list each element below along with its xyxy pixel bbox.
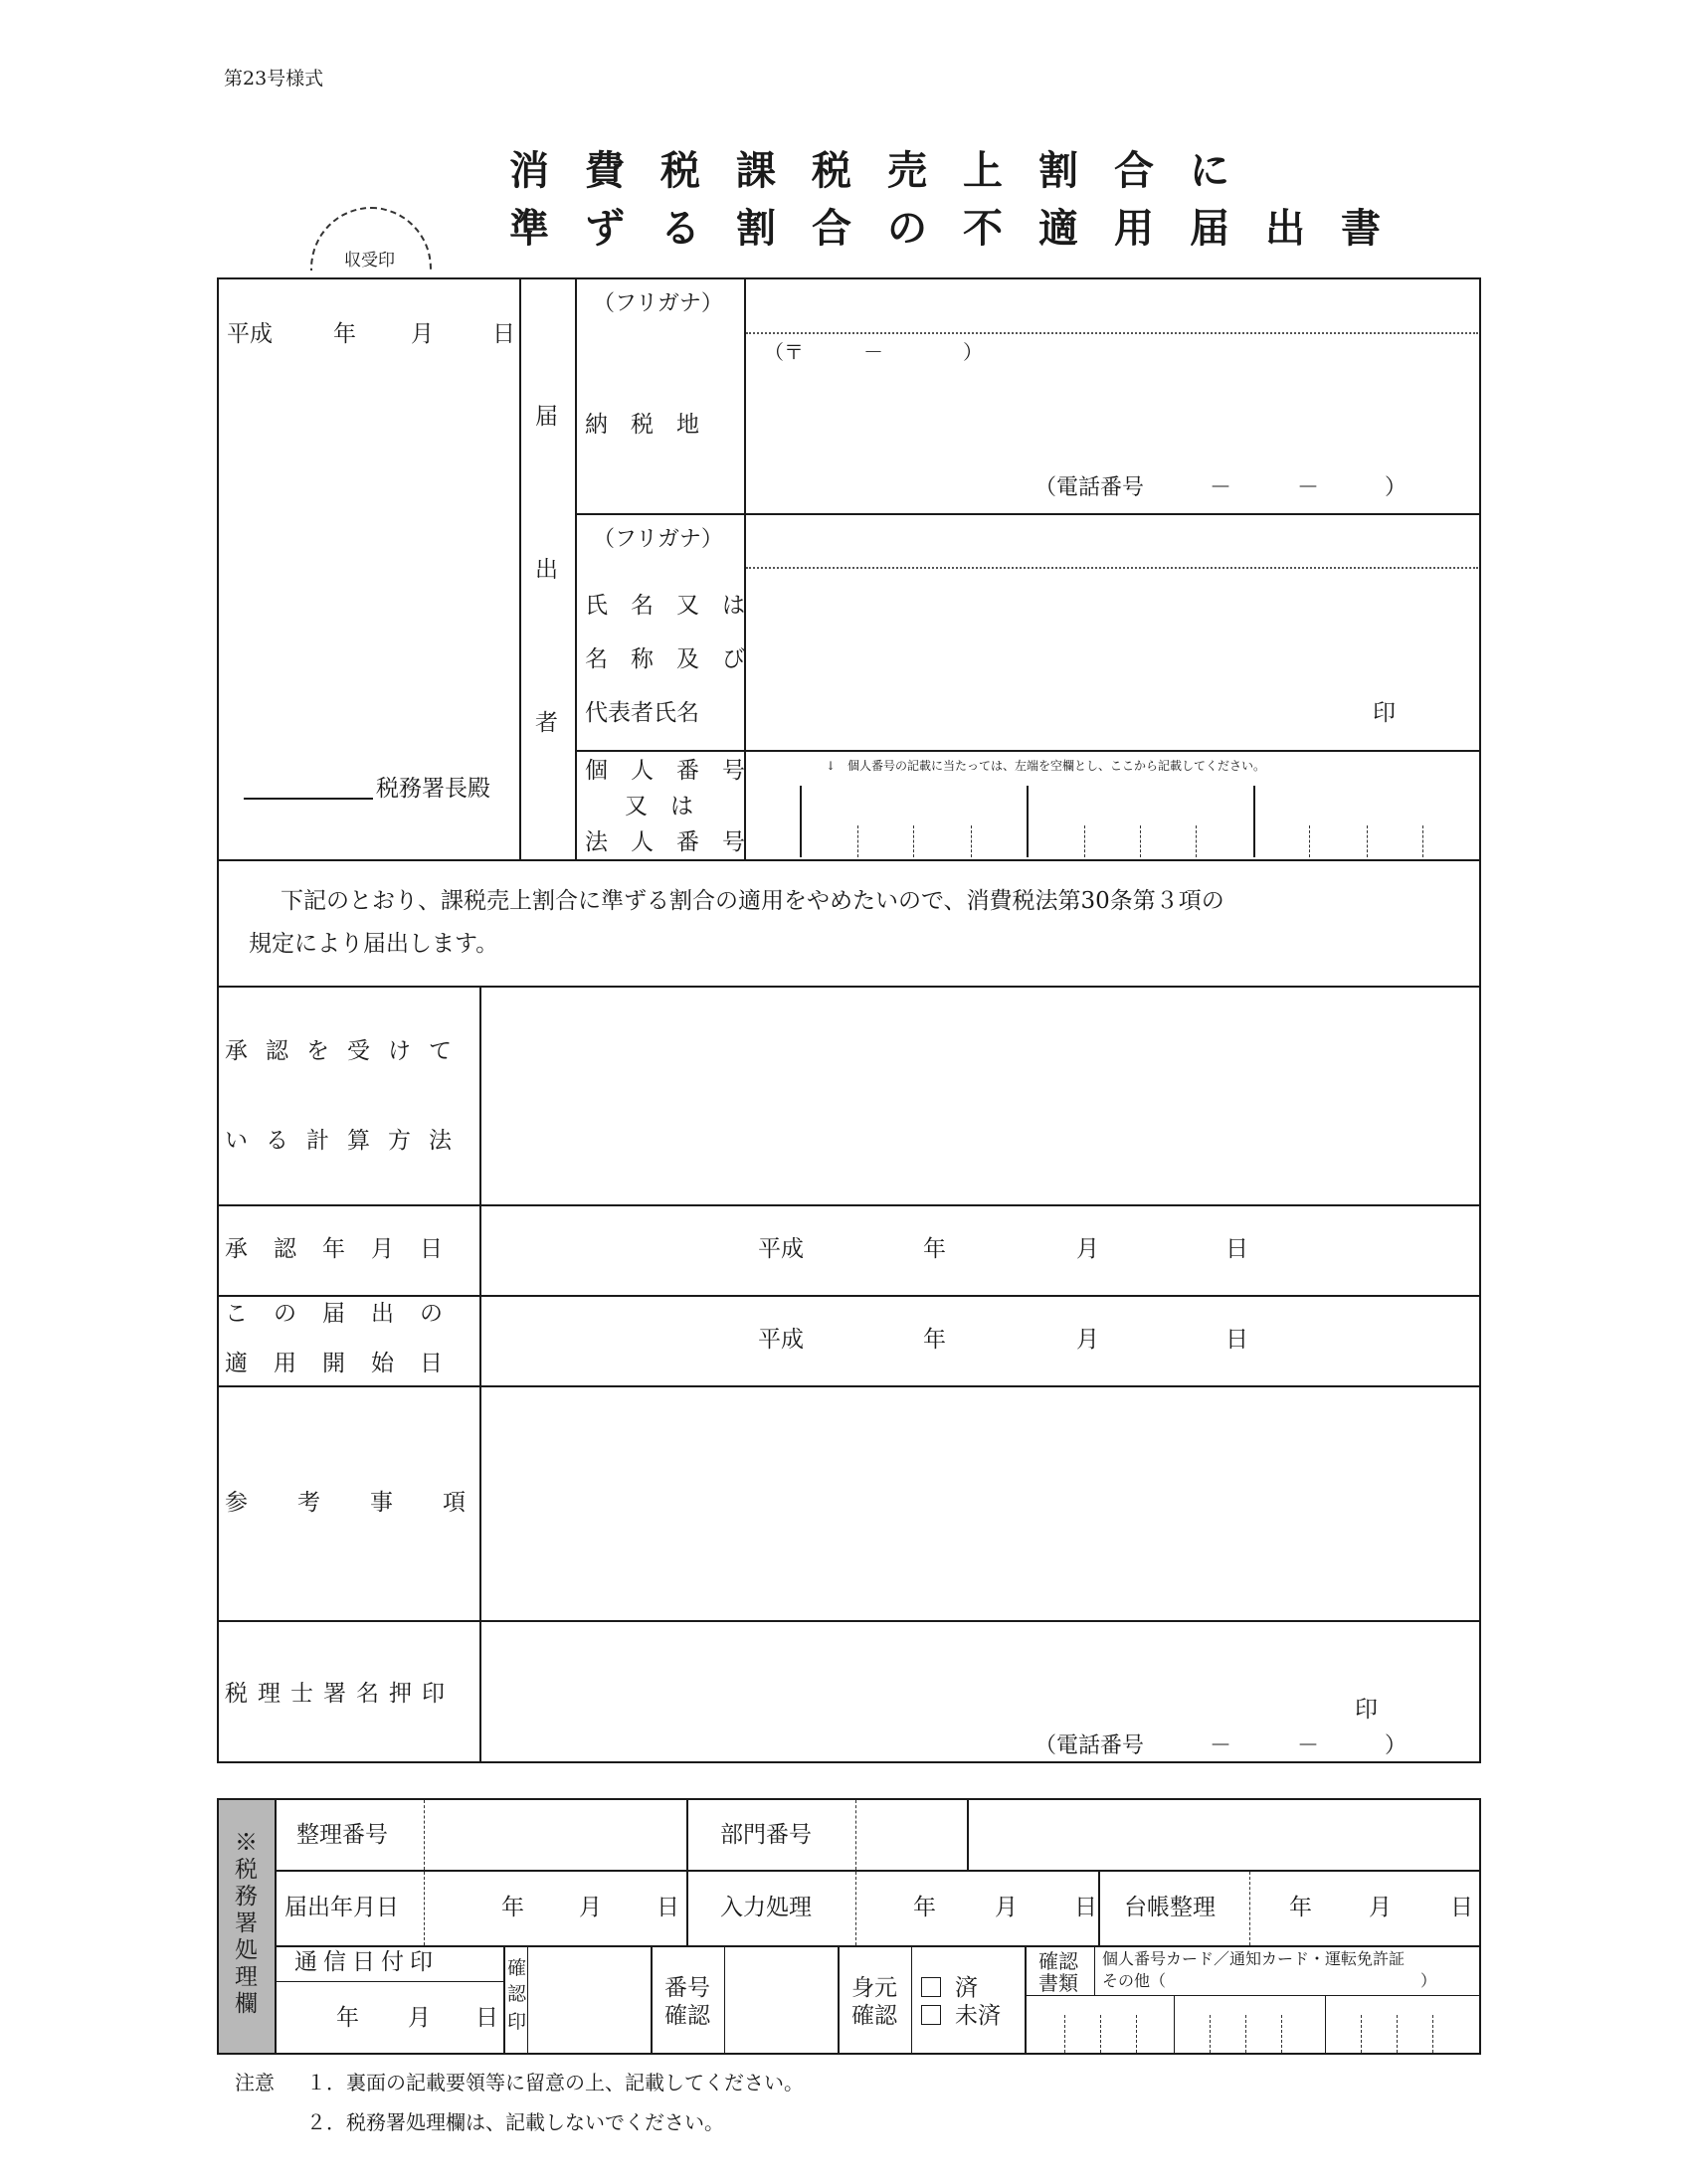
tax-accountant-seal-mark: 印 [1355,1697,1378,1723]
start-era: 平成 [758,1327,804,1353]
doc-types-text: 個人番号カード／通知カード・運転免許証 [1102,1949,1406,1968]
applicant-label-1: 届 [535,404,558,430]
start-day: 日 [1225,1327,1248,1353]
tax-place-input[interactable] [748,336,1478,511]
applicant-label-3: 者 [535,710,558,736]
filed-month: 月 [579,1895,602,1920]
form-title-line1: 消費税課税売上割合に [509,148,1265,194]
tax-accountant-label: 税理士署名押印 [225,1681,455,1707]
ledger-month: 月 [1369,1895,1392,1920]
ref-number-input[interactable] [426,1802,684,1868]
method-label-line1: 承認を受けて [225,1038,470,1064]
furigana-label-1: （フリガナ） [593,291,723,316]
approval-month: 月 [1076,1236,1099,1262]
identity-done-option[interactable] [921,1977,978,2000]
applicant-phone-field[interactable]: （電話番号 － － ） [1034,475,1408,500]
input-process-label: 入力処理 [720,1895,812,1920]
ledger-day: 日 [1450,1895,1473,1920]
start-label-line2: 適用開始日 [225,1351,469,1376]
statement-line1: 下記のとおり、課税売上割合に準ずる割合の適用をやめたいので、消費税法第30条第３項の [281,888,1224,914]
form-title-line2: 準ずる割合の不適用届出書 [509,206,1416,252]
date-day: 日 [492,321,515,347]
name-label-line3: 代表者氏名 [585,700,699,726]
not-done-checkbox[interactable] [921,2005,941,2025]
identity-not-done-option[interactable] [921,2005,1001,2028]
confirm-seal-1: 確 [507,1957,527,1979]
ref-number-label: 整理番号 [296,1822,388,1848]
input-year: 年 [913,1895,936,1920]
comm-date-label: 通信日付印 [294,1949,439,1975]
calculation-method-input[interactable] [483,990,1478,1202]
confirm-seal-3: 印 [507,2011,527,2033]
identity-confirm-line1: 身元 [851,1975,897,2001]
date-year: 年 [333,321,356,347]
statement-line2: 規定により届出します。 [249,931,499,957]
reference-input[interactable] [483,1389,1478,1618]
doc-confirm-line2: 書類 [1038,1971,1078,1995]
note-item-1: １．裏面の記載要領等に留意の上、記載してください。 [306,2071,804,2094]
tax-place-label: 納 税 地 [585,412,699,438]
identity-confirm-line2: 確認 [851,2003,897,2029]
confirm-seal-2: 認 [507,1983,527,2005]
id-instruction-note: ↓ 個人番号の記載に当たっては、左端を空欄とし、ここから記載してください。 [826,759,1266,773]
not-done-label: 未済 [955,2003,1001,2029]
done-label: 済 [955,1975,978,2001]
comm-year: 年 [336,2005,359,2031]
id-number-input[interactable] [760,786,1478,857]
input-day: 日 [1074,1895,1097,1920]
furigana-label-2: （フリガナ） [593,527,723,552]
receipt-stamp-label: 収受印 [344,251,395,271]
tax-accountant-phone-field[interactable]: （電話番号 － － ） [1034,1733,1408,1758]
note-item-2: ２．税務署処理欄は、記載しないでください。 [306,2110,724,2134]
number-confirm-line2: 確認 [664,2003,710,2029]
method-label-line2: いる計算方法 [225,1128,470,1154]
filed-year: 年 [501,1895,524,1920]
applicant-label-2: 出 [535,557,558,583]
ledger-year: 年 [1289,1895,1312,1920]
approval-date-label: 承認年月日 [225,1236,469,1262]
tax-office-addressee: 税務署長殿 [376,776,490,802]
name-label-line2: 名 称 及 び [585,646,745,672]
id-label-line1: 個 人 番 号 [585,758,745,784]
dept-number-label: 部門番号 [720,1822,812,1848]
office-use-vertical-label: ※税務署処理欄 [235,1830,258,2017]
id-label-line2: 又 は [625,794,693,819]
start-label-line1: この届出の [225,1301,469,1327]
postal-code-field[interactable]: （〒 － ） [764,340,983,364]
doc-number-grid[interactable] [1025,1995,1480,2055]
name-input[interactable] [748,571,1478,748]
reference-label: 参考事項 [225,1490,515,1516]
form-number: 第23号様式 [224,68,324,90]
done-checkbox[interactable] [921,1977,941,1997]
notes-label: 注意 [235,2071,275,2094]
date-month: 月 [411,321,434,347]
applicant-seal-mark: 印 [1373,700,1396,726]
filed-date-label: 届出年月日 [284,1895,399,1920]
doc-confirm-line1: 確認 [1038,1949,1078,1973]
approval-era: 平成 [758,1236,804,1262]
date-era: 平成 [227,321,273,347]
start-month: 月 [1076,1327,1099,1353]
approval-year: 年 [923,1236,946,1262]
start-year: 年 [923,1327,946,1353]
comm-month: 月 [408,2005,431,2031]
approval-day: 日 [1225,1236,1248,1262]
name-label-line1: 氏 名 又 は [585,593,745,619]
doc-other-text: その他（ ） [1102,1971,1437,1990]
comm-day: 日 [475,2005,498,2031]
filed-day: 日 [657,1895,679,1920]
input-month: 月 [995,1895,1018,1920]
id-label-line3: 法 人 番 号 [585,829,745,855]
ledger-label: 台帳整理 [1124,1895,1216,1920]
number-confirm-line1: 番号 [664,1975,710,2001]
